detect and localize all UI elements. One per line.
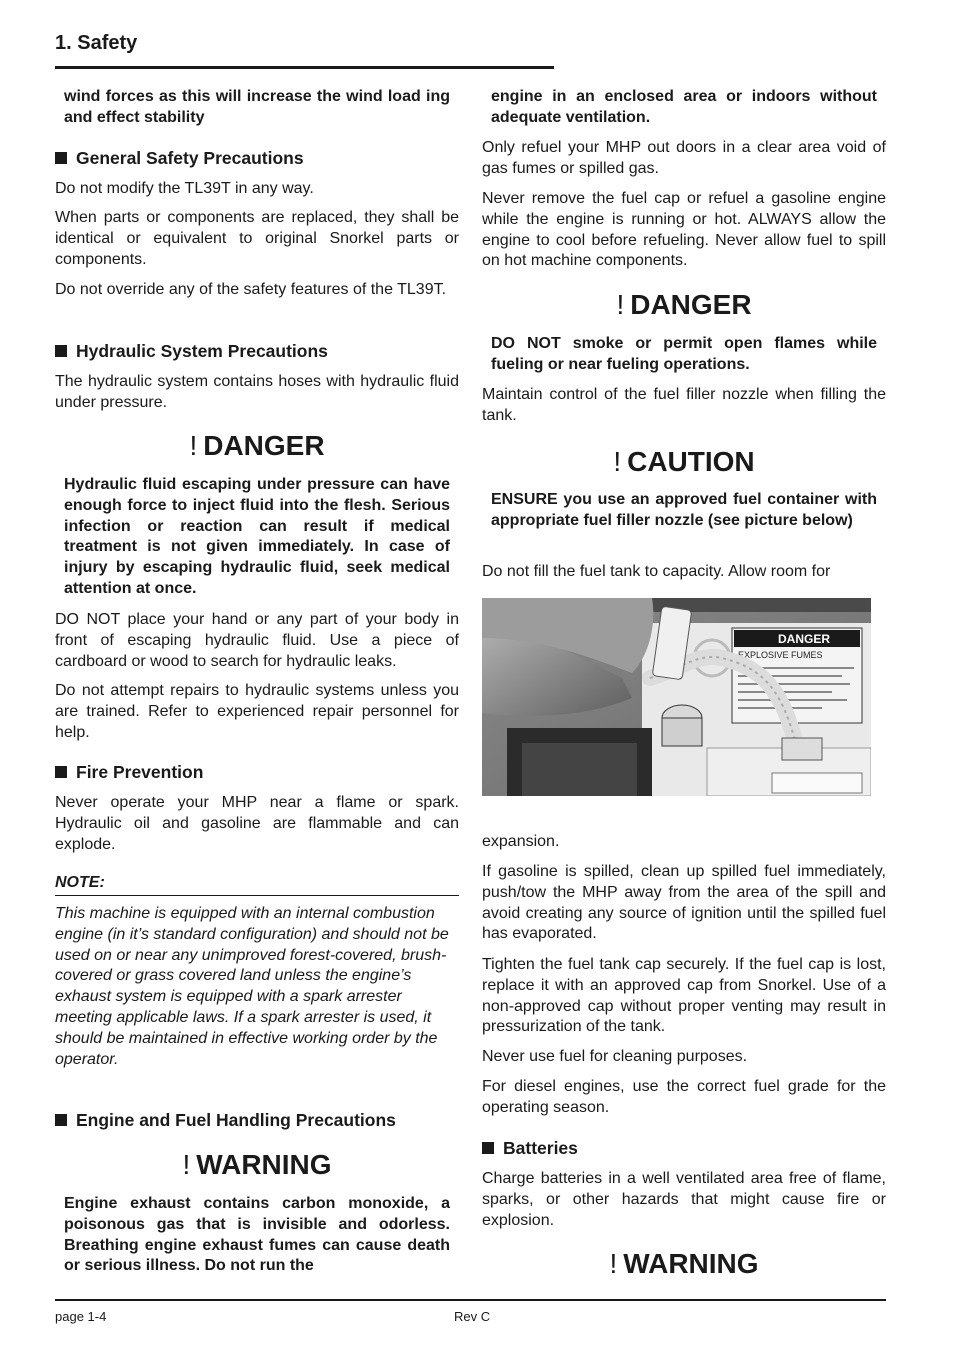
paragraph: Do not modify the TL39T in any way. bbox=[55, 180, 314, 197]
paragraph: If gasoline is spilled, clean up spilled fuel immediately, push/tow the MHP away from the area of the spill and avoid creating any source of ignition until the spilled fuel has evaporated. bbox=[482, 863, 886, 943]
paragraph: Only refuel your MHP out doors in a clear area void of gas fumes or spilled gas. bbox=[482, 139, 886, 177]
alert-icon: ! bbox=[609, 1248, 618, 1279]
heading-engine-fuel: Engine and Fuel Handling Precautions bbox=[55, 1110, 396, 1131]
paragraph: Never operate your MHP near a flame or spark. Hydraulic oil and gasoline are flammable and can explode. bbox=[55, 794, 459, 853]
danger-text: DO NOT smoke or permit open flames while fueling or near fueling operations. bbox=[491, 335, 877, 373]
note-label: NOTE: bbox=[55, 874, 105, 891]
heading-fire-prevention: Fire Prevention bbox=[55, 762, 203, 783]
paragraph: expansion. bbox=[482, 833, 560, 850]
warning-text: Engine exhaust contains carbon monoxide, a poisonous gas that is invisible and odorless. Breathing engine exhaust fumes can cause death or serious illness. Do not run the bbox=[64, 1195, 450, 1275]
decal-subtitle: EXPLOSIVE FUMES bbox=[738, 650, 823, 660]
continued-text: engine in an enclosed area or indoors without adequate ventilation. bbox=[491, 88, 877, 126]
square-bullet-icon bbox=[55, 152, 67, 164]
paragraph: Do not attempt repairs to hydraulic systems unless you are trained. Refer to experienced repair personnel for help. bbox=[55, 682, 459, 741]
paragraph: Do not fill the fuel tank to capacity. Allow room for bbox=[482, 563, 831, 580]
heading-batteries: Batteries bbox=[482, 1138, 578, 1159]
square-bullet-icon bbox=[55, 345, 67, 357]
note-text: This machine is equipped with an internal combustion engine (in it’s standard configuration) and should not be used on or near any unimproved forest-covered, brush-covered or grass covered land unless the engine’s exhaust system is equipped with a spark arrester meeting applicable laws. If a spark arrester is used, it should be maintained in effective working order by the operator. bbox=[55, 905, 449, 1068]
paragraph: Never use fuel for cleaning purposes. bbox=[482, 1048, 748, 1065]
page-number: page 1-4 bbox=[55, 1309, 107, 1324]
paragraph: The hydraulic system contains hoses with hydraulic fluid under pressure. bbox=[55, 373, 459, 411]
warning-signal: ! WARNING bbox=[182, 1149, 332, 1180]
paragraph: DO NOT place your hand or any part of your body in front of escaping hydraulic fluid. Use a piece of cardboard or wood to search for hydraulic leaks. bbox=[55, 611, 459, 670]
paragraph: Maintain control of the fuel filler nozzle when filling the tank. bbox=[482, 386, 886, 424]
continued-text: wind forces as this will increase the wind load ing and effect stability bbox=[64, 88, 450, 126]
danger-signal: ! DANGER bbox=[189, 430, 325, 461]
refueling-photo bbox=[482, 598, 871, 796]
danger-text: Hydraulic fluid escaping under pressure can have enough force to inject fluid into the flesh. Serious infection or reaction can result if medical treatment is not given immediately. In case of injury by escaping hydraulic fluid, seek medical attention at once. bbox=[64, 476, 450, 597]
revision: Rev C bbox=[454, 1309, 491, 1324]
square-bullet-icon bbox=[55, 1114, 67, 1126]
caution-signal: ! CAUTION bbox=[613, 446, 755, 477]
paragraph: For diesel engines, use the correct fuel grade for the operating season. bbox=[482, 1078, 886, 1116]
header-rule bbox=[55, 66, 554, 69]
heading-hydraulic: Hydraulic System Precautions bbox=[55, 341, 328, 362]
alert-icon: ! bbox=[613, 446, 622, 477]
warning-signal: ! WARNING bbox=[609, 1248, 759, 1279]
paragraph: Never remove the fuel cap or refuel a gasoline engine while the engine is running or hot. ALWAYS allow the engine to cool before refueling. Never allow fuel to spill on hot machine components. bbox=[482, 190, 886, 270]
paragraph: Tighten the fuel tank cap securely. If the fuel cap is lost, replace it with an approved cap from Snorkel. Use of a non-approved cap without proper venting may result in pressurization of the tank. bbox=[482, 956, 886, 1036]
alert-icon: ! bbox=[189, 430, 198, 461]
decal-danger-title: DANGER bbox=[778, 632, 831, 646]
square-bullet-icon bbox=[55, 766, 67, 778]
alert-icon: ! bbox=[616, 289, 625, 320]
note-rule bbox=[55, 895, 459, 896]
danger-signal: ! DANGER bbox=[616, 289, 752, 320]
heading-general-safety: General Safety Precautions bbox=[55, 148, 304, 169]
caution-text: ENSURE you use an approved fuel container with appropriate fuel filler nozzle (see picture below) bbox=[491, 491, 877, 529]
square-bullet-icon bbox=[482, 1142, 494, 1154]
paragraph: When parts or components are replaced, they shall be identical or equivalent to original Snorkel parts or components. bbox=[55, 209, 459, 268]
paragraph: Charge batteries in a well ventilated area free of flame, sparks, or other hazards that might cause fire or explosion. bbox=[482, 1170, 886, 1229]
paragraph: Do not override any of the safety features of the TL39T. bbox=[55, 281, 447, 298]
footer-rule bbox=[55, 1299, 886, 1301]
alert-icon: ! bbox=[182, 1149, 191, 1180]
section-title: 1. Safety bbox=[55, 32, 138, 54]
